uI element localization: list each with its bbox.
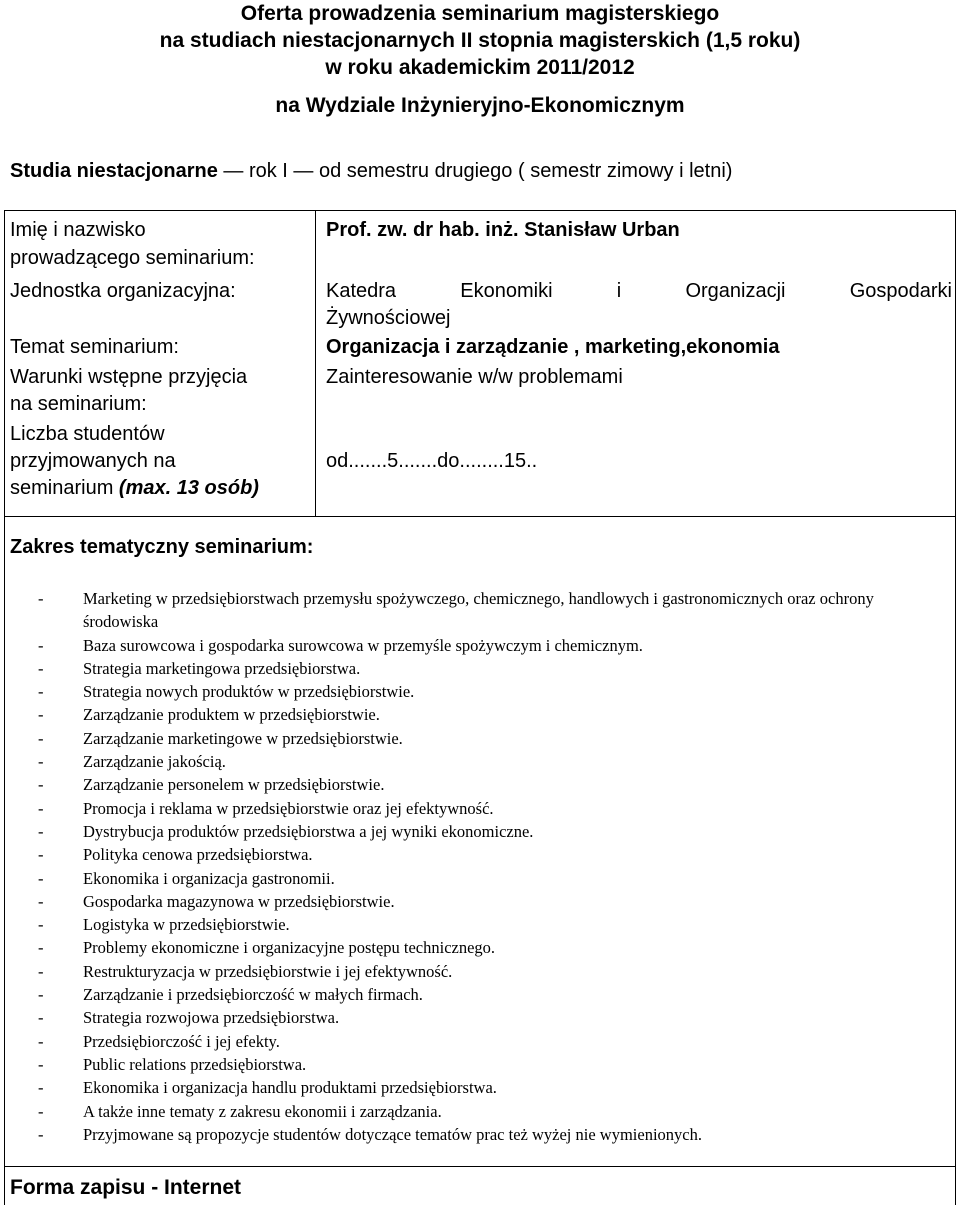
- enrollment-form-label: Forma zapisu - Internet: [10, 1176, 242, 1199]
- topic-bullet: -: [38, 1078, 44, 1098]
- topic-text: Zarządzanie jakością.: [83, 752, 226, 772]
- topic-bullet: -: [38, 845, 44, 865]
- topic-text: Ekonomika i organizacja gastronomii.: [83, 868, 335, 888]
- topic-text: Promocja i reklama w przedsiębiorstwie oraz jej efektywność.: [83, 798, 494, 818]
- topics-list: [38, 587, 938, 1146]
- students-label-max: (max. 13 osób): [118, 477, 259, 499]
- topic-value: Organizacja i zarządzanie , marketing,ekonomia: [326, 336, 780, 358]
- topic-bullet: -: [38, 728, 44, 748]
- topic-bullet: -: [38, 938, 44, 958]
- header-faculty: na Wydziale Inżynieryjno-Ekonomicznym: [275, 94, 685, 117]
- topic-text: Strategia rozwojowa przedsiębiorstwa.: [83, 1008, 340, 1028]
- supervisor-name: [326, 217, 680, 243]
- topic-bullet: -: [38, 961, 44, 981]
- topic-item: [38, 983, 938, 1006]
- topic-item: [38, 797, 938, 820]
- unit-value-line1: Katedra Ekonomiki i Organizacji Gospodarki: [326, 280, 952, 302]
- study-mode-rest: — rok I — od semestru drugiego ( semestr zimowy i letni): [217, 160, 733, 182]
- topic-item: [38, 773, 938, 796]
- topic-bullet: -: [38, 915, 44, 935]
- header-subtitle: na studiach niestacjonarnych II stopnia magisterskich (1,5 roku): [159, 29, 801, 52]
- topic-bullet: -: [38, 658, 44, 678]
- topic-text: Zarządzanie marketingowe w przedsiębiorstwie.: [83, 728, 403, 748]
- requirements-label-line1: Warunki wstępne przyjęcia: [10, 366, 248, 388]
- forma-divider: [4, 1166, 956, 1167]
- students-label-line1: Liczba studentów: [10, 423, 165, 445]
- topic-item: [38, 727, 938, 750]
- requirements-label-line2: na seminarium:: [10, 393, 147, 415]
- topic-bullet: -: [38, 1054, 44, 1074]
- topic-item: [38, 680, 938, 703]
- topic-bullet: -: [38, 705, 44, 725]
- table-column-divider: [315, 210, 316, 516]
- study-mode-line: [10, 158, 732, 185]
- header-title: Oferta prowadzenia seminarium magisterskiego: [240, 2, 720, 25]
- topic-text: Strategia marketingowa przedsiębiorstwa.: [83, 658, 361, 678]
- topic-item: [38, 1030, 938, 1053]
- topic-item: [38, 1006, 938, 1029]
- scope-title: Zakres tematyczny seminarium:: [10, 536, 314, 558]
- topic-item: [38, 634, 938, 657]
- topic-text: Ekonomika i organizacja handlu produktami przedsiębiorstwa.: [83, 1078, 497, 1098]
- topic-text: Przedsiębiorczość i jej efekty.: [83, 1031, 280, 1051]
- topic-bullet: -: [38, 821, 44, 841]
- topic-bullet: -: [38, 589, 44, 608]
- topic-text: Strategia nowych produktów w przedsiębiorstwie.: [83, 682, 415, 702]
- topic-item: [38, 1076, 938, 1099]
- topic-bullet: -: [38, 635, 44, 655]
- students-range-value: od.......5.......do........15..: [326, 450, 538, 472]
- topic-item: [38, 657, 938, 680]
- topic-label: Temat seminarium:: [10, 336, 179, 358]
- topic-item: [38, 1100, 938, 1123]
- topic-item: [38, 913, 938, 936]
- topic-text: Problemy ekonomiczne i organizacyjne postępu technicznego.: [83, 938, 496, 958]
- topic-bullet: -: [38, 1008, 44, 1028]
- supervisor-title: Prof. zw. dr hab. inż.: [326, 219, 519, 241]
- topic-text: Public relations przedsiębiorstwa.: [83, 1054, 307, 1074]
- supervisor-fullname: Stanisław Urban: [518, 219, 680, 241]
- topic-bullet: -: [38, 798, 44, 818]
- topic-bullet: -: [38, 1101, 44, 1121]
- topic-text: Restrukturyzacja w przedsiębiorstwie i jej efektywność.: [83, 961, 453, 981]
- topic-text: Marketing w przedsiębiorstwach przemysłu spożywczego, chemicznego, handlowych i gastronomicznych oraz ochrony środowiska: [83, 589, 874, 632]
- unit-label: Jednostka organizacyjna:: [10, 280, 236, 302]
- topic-text: Logistyka w przedsiębiorstwie.: [83, 915, 290, 935]
- topic-bullet: -: [38, 985, 44, 1005]
- topic-item: [38, 960, 938, 983]
- topic-item: [38, 843, 938, 866]
- topic-text: Przyjmowane są propozycje studentów dotyczące tematów prac też wyżej nie wymienionych.: [83, 1124, 702, 1144]
- topic-text: A także inne tematy z zakresu ekonomii i zarządzania.: [83, 1101, 442, 1121]
- topic-bullet: -: [38, 752, 44, 772]
- topic-bullet: -: [38, 1031, 44, 1051]
- topic-item: [38, 867, 938, 890]
- supervisor-label-line1: Imię i nazwisko: [10, 219, 146, 241]
- students-label-line3: [10, 475, 259, 501]
- topic-bullet: -: [38, 682, 44, 702]
- students-label-line2: przyjmowanych na: [10, 450, 176, 472]
- topic-bullet: -: [38, 775, 44, 795]
- unit-value-line2: Żywnościowej: [326, 307, 451, 329]
- topic-bullet: -: [38, 868, 44, 888]
- topic-text: Zarządzanie i przedsiębiorczość w małych firmach.: [83, 985, 423, 1005]
- study-mode-bold: Studia niestacjonarne: [10, 160, 218, 182]
- topic-item: [38, 820, 938, 843]
- topic-bullet: -: [38, 891, 44, 911]
- topic-bullet: -: [38, 1124, 44, 1144]
- topic-item: [38, 1123, 938, 1146]
- topic-item: [38, 587, 938, 634]
- requirements-value: Zainteresowanie w/w problemami: [326, 366, 623, 388]
- topic-text: Baza surowcowa i gospodarka surowcowa w przemyśle spożywczym i chemicznym.: [83, 635, 643, 655]
- topic-item: [38, 750, 938, 773]
- supervisor-label-line2: prowadzącego seminarium:: [10, 247, 255, 269]
- topic-item: [38, 890, 938, 913]
- table-bottom-divider: [4, 516, 956, 517]
- students-label-seminarium: seminarium: [10, 477, 119, 499]
- topic-text: Zarządzanie produktem w przedsiębiorstwie.: [83, 705, 380, 725]
- topic-text: Dystrybucja produktów przedsiębiorstwa a jej wyniki ekonomiczne.: [83, 821, 534, 841]
- header-academic-year: w roku akademickim 2011/2012: [325, 56, 635, 79]
- topic-text: Polityka cenowa przedsiębiorstwa.: [83, 845, 313, 865]
- topic-text: Zarządzanie personelem w przedsiębiorstwie.: [83, 775, 385, 795]
- topic-item: [38, 703, 938, 726]
- topic-item: [38, 936, 938, 959]
- topic-item: [38, 1053, 938, 1076]
- topic-text: Gospodarka magazynowa w przedsiębiorstwie.: [83, 891, 395, 911]
